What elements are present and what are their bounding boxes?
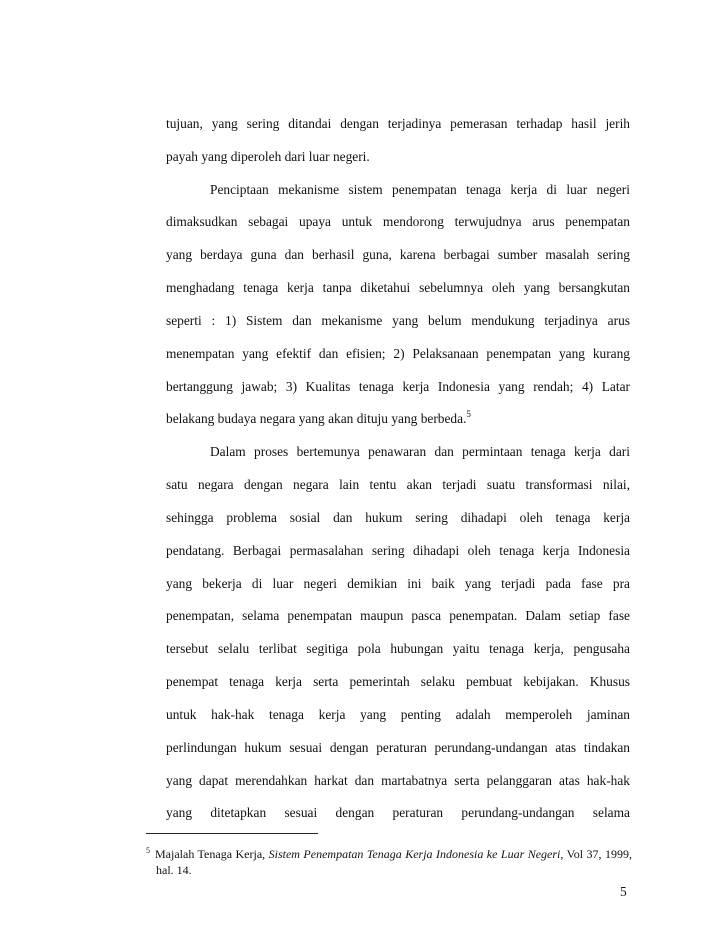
- body-line: untuk hak-hak tenaga kerja yang penting adalah memperoleh jaminan: [166, 707, 630, 722]
- body-line: penempatan, selama penempatan maupun pasca penempatan. Dalam setiap fase: [166, 608, 630, 623]
- body-line: perlindungan hukum sesuai dengan peraturan perundang-undangan atas tindakan: [166, 740, 630, 755]
- body-line: menempatan yang efektif dan efisien; 2) Pelaksanaan penempatan yang kurang: [166, 346, 630, 361]
- page-number: 5: [620, 884, 627, 899]
- footnote: [146, 847, 632, 861]
- body-line: sehingga problema sosial dan hukum sering dihadapi oleh tenaga kerja: [166, 510, 630, 525]
- footnote-reference: 5: [466, 409, 471, 419]
- body-line: tersebut selalu terlibat segitiga pola hubungan yaitu tenaga kerja, pengusaha: [166, 641, 630, 656]
- paragraph-start-line: Penciptaan mekanisme sistem penempatan tenaga kerja di luar negeri: [210, 182, 630, 197]
- footnote-separator: [146, 833, 318, 834]
- body-line: yang dapat merendahkan harkat dan martabatnya serta pelanggaran atas hak-hak: [166, 773, 630, 788]
- footnote-page: hal. 14.: [156, 863, 192, 877]
- footnote-number: 5: [146, 846, 150, 855]
- body-line: penempat tenaga kerja serta pemerintah selaku pembuat kebijakan. Khusus: [166, 674, 630, 689]
- footnote-details: , Vol 37, 1999,: [560, 847, 633, 861]
- body-line: yang berdaya guna dan berhasil guna, karena berbagai sumber masalah sering: [166, 247, 630, 262]
- body-line: payah yang diperoleh dari luar negeri.: [166, 149, 370, 164]
- body-line: satu negara dengan negara lain tentu akan terjadi suatu transformasi nilai,: [166, 477, 630, 492]
- paragraph-start-line: Dalam proses bertemunya penawaran dan permintaan tenaga kerja dari: [210, 444, 630, 459]
- footnote-source: Majalah Tenaga Kerja,: [155, 847, 266, 861]
- body-line: dimaksudkan sebagai upaya untuk mendorong terwujudnya arus penempatan: [166, 214, 630, 229]
- body-line: pendatang. Berbagai permasalahan sering dihadapi oleh tenaga kerja Indonesia: [166, 543, 630, 558]
- body-line: menghadang tenaga kerja tanpa diketahui sebelumnya oleh yang bersangkutan: [166, 280, 630, 295]
- body-line: yang bekerja di luar negeri demikian ini baik yang terjadi pada fase pra: [166, 576, 630, 591]
- body-line: bertanggung jawab; 3) Kualitas tenaga kerja Indonesia yang rendah; 4) Latar: [166, 379, 630, 394]
- line-text: belakang budaya negara yang akan dituju yang berbeda.: [166, 411, 467, 426]
- footnote-title: Sistem Penempatan Tenaga Kerja Indonesia ke Luar Negeri: [268, 847, 561, 861]
- body-line-with-footnote: [166, 411, 630, 427]
- body-line: yang ditetapkan sesuai dengan peraturan perundang-undangan selama: [166, 805, 630, 820]
- body-line: seperti : 1) Sistem dan mekanisme yang belum mendukung terjadinya arus: [166, 313, 630, 328]
- body-line: tujuan, yang sering ditandai dengan terjadinya pemerasan terhadap hasil jerih: [166, 116, 630, 131]
